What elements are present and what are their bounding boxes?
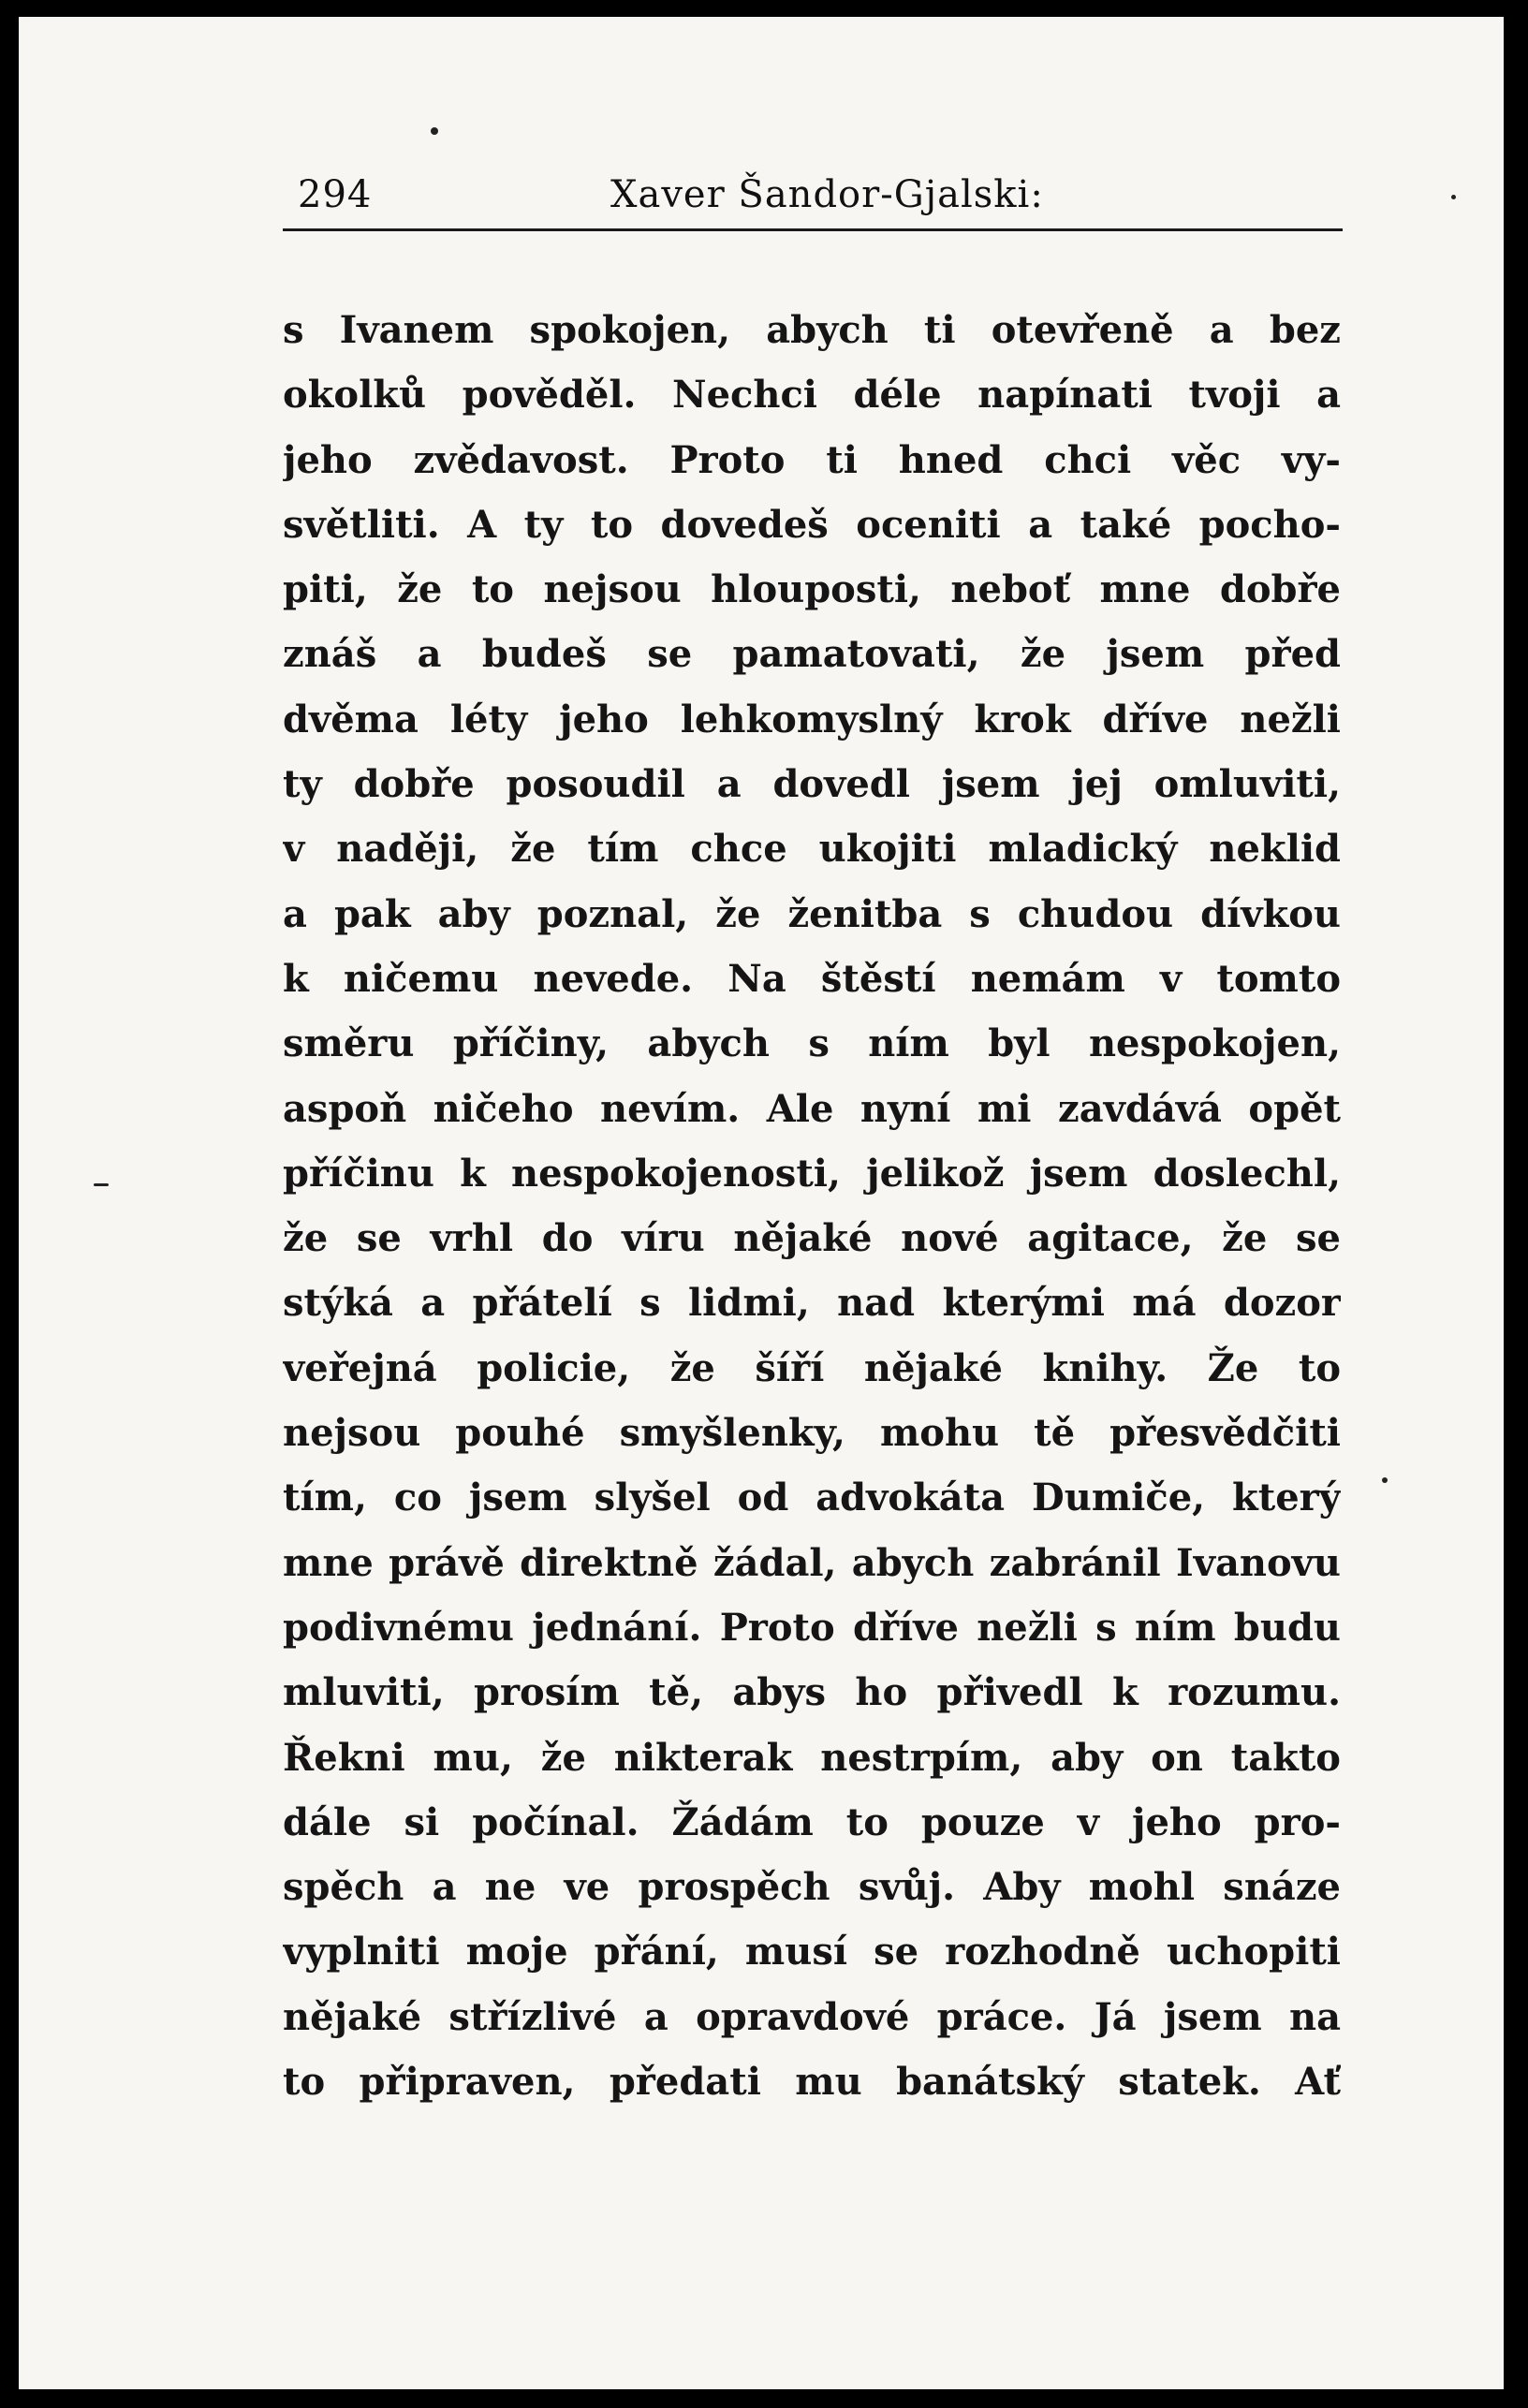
text-line: jeho zvědavost. Proto ti hned chci věc vy-	[283, 437, 1341, 482]
text-line: nějaké střízlivé a opravdové práce. Já jsem na	[283, 1994, 1341, 2039]
body-text	[283, 298, 1341, 2114]
text-line: mne právě direktně žádal, abych zabránil Ivanovu	[283, 1540, 1341, 1585]
text-line: dvěma léty jeho lehkomyslný krok dříve nežli	[283, 697, 1341, 741]
text-line: okolků pověděl. Nechci déle napínati tvoji a	[283, 373, 1341, 418]
text-line: k ničemu nevede. Na štěstí nemám v tomto	[283, 956, 1341, 1001]
page-number: 294	[298, 173, 373, 216]
text-line: znáš a budeš se pamatovati, že jsem před	[283, 632, 1341, 677]
text-line: příčinu k nespokojenosti, jelikož jsem doslechl,	[283, 1151, 1341, 1196]
text-line: ty dobře posoudil a dovedl jsem jej omluviti,	[283, 762, 1341, 807]
text-line: s Ivanem spokojen, abych ti otevřeně a bez	[283, 308, 1341, 352]
text-line: piti, že to nejsou hlouposti, neboť mne dobře	[283, 567, 1341, 612]
text-line: nejsou pouhé smyšlenky, mohu tě přesvědčiti	[283, 1411, 1341, 1456]
text-line: podivnému jednání. Proto dříve nežli s ním budu	[283, 1605, 1341, 1650]
text-line: aspoň ničeho nevím. Ale nyní mi zavdává opět	[283, 1086, 1341, 1131]
text-line: směru příčiny, abych s ním byl nespokojen,	[283, 1021, 1341, 1066]
print-speck	[431, 127, 438, 135]
text-line: stýká a přátelí s lidmi, nad kterými má dozor	[283, 1281, 1341, 1326]
text-line: to připraven, předati mu banátský statek. Ať	[283, 2060, 1341, 2105]
text-line: veřejná policie, že šíří nějaké knihy. Že to	[283, 1345, 1341, 1390]
text-line: Řekni mu, že nikterak nestrpím, aby on takto	[283, 1735, 1341, 1780]
print-speck	[1382, 1477, 1388, 1483]
print-speck	[94, 1183, 109, 1186]
text-line: že se vrhl do víru nějaké nové agitace, že se	[283, 1216, 1341, 1261]
text-line: spěch a ne ve prospěch svůj. Aby mohl snáze	[283, 1865, 1341, 1910]
text-line: a pak aby poznal, že ženitba s chudou dívkou	[283, 891, 1341, 936]
text-line: světliti. A ty to dovedeš oceniti a také pocho-	[283, 502, 1341, 547]
running-header	[283, 162, 1341, 228]
text-line: dále si počínal. Žádám to pouze v jeho pro-	[283, 1799, 1341, 1844]
text-line: mluviti, prosím tě, abys ho přivedl k rozumu.	[283, 1670, 1341, 1715]
text-line: vyplniti moje přání, musí se rozhodně uchopiti	[283, 1930, 1341, 1975]
running-title: Xaver Šandor-Gjalski:	[610, 173, 1044, 216]
text-line: v naději, že tím chce ukojiti mladický neklid	[283, 827, 1341, 872]
book-page	[19, 17, 1504, 2389]
text-line: tím, co jsem slyšel od advokáta Dumiče, který	[283, 1476, 1341, 1520]
header-rule	[283, 228, 1343, 231]
print-speck	[1451, 195, 1456, 199]
